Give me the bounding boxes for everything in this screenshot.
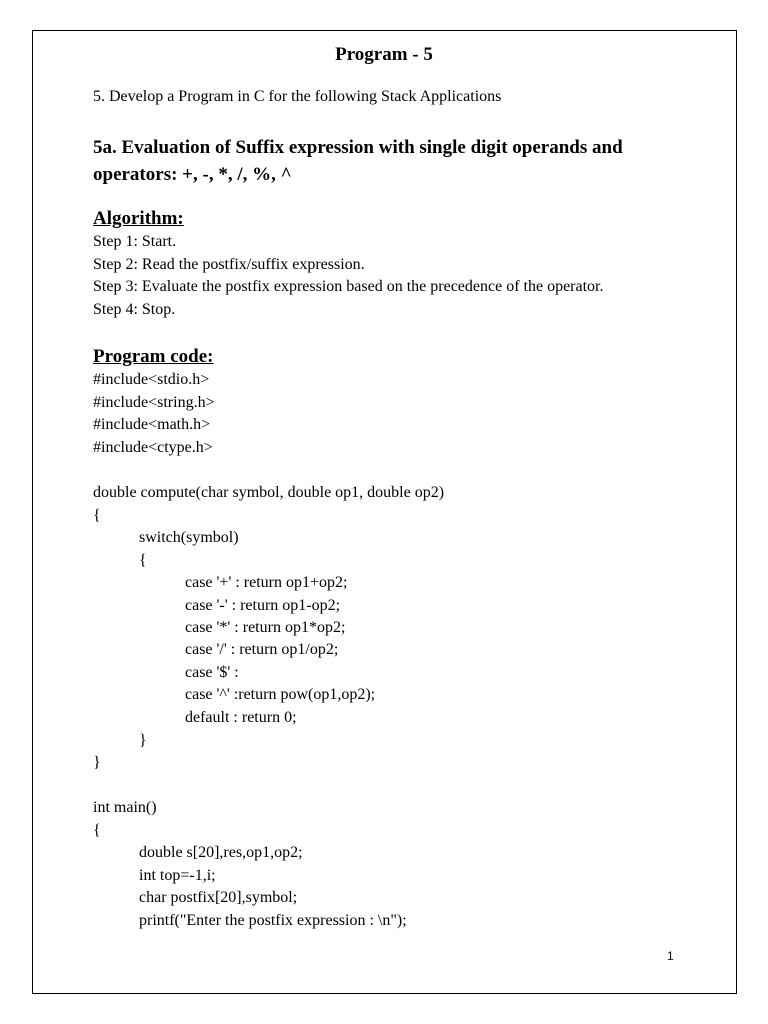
code-line: }: [139, 732, 147, 749]
code-line: case '^' :return pow(op1,op2);: [185, 686, 376, 703]
intro-text: 5. Develop a Program in C for the following Stack Applications: [93, 88, 502, 105]
code-line: int top=-1,i;: [139, 867, 216, 884]
code-line: default : return 0;: [185, 709, 297, 726]
algorithm-heading: Algorithm:: [93, 208, 184, 229]
code-line: }: [93, 754, 101, 771]
code-line: char postfix[20],symbol;: [139, 889, 298, 906]
code-line: {: [93, 822, 101, 839]
page-number: 1: [667, 949, 674, 963]
code-line: switch(symbol): [139, 529, 239, 546]
code-line: double compute(char symbol, double op1, double op2): [93, 484, 445, 501]
code-line-include: #include<math.h>: [93, 416, 211, 433]
code-line: case '-' : return op1-op2;: [185, 597, 341, 614]
subtitle-5a: 5a. Evaluation of Suffix expression with single digit operands and operators: +, -, *, /, %, ^: [93, 137, 623, 185]
algorithm-step: Step 1: Start.: [93, 233, 177, 250]
code-line: case '*' : return op1*op2;: [185, 619, 346, 636]
code-line: int main(): [93, 799, 157, 816]
algorithm-step: Step 4: Stop.: [93, 301, 176, 318]
code-line: printf("Enter the postfix expression : \n");: [139, 912, 407, 929]
algorithm-step: Step 3: Evaluate the postfix expression based on the precedence of the operator.: [93, 278, 604, 295]
code-line-include: #include<string.h>: [93, 394, 215, 411]
algorithm-step: Step 2: Read the postfix/suffix expression.: [93, 256, 365, 273]
code-line: {: [139, 552, 147, 569]
code-line-include: #include<ctype.h>: [93, 439, 213, 456]
code-line: case '$' :: [185, 664, 239, 681]
code-line: case '/' : return op1/op2;: [185, 641, 339, 658]
code-line: case '+' : return op1+op2;: [185, 574, 348, 591]
page-title: Program - 5: [335, 44, 433, 65]
code-line: {: [93, 507, 101, 524]
program-code-heading: Program code:: [93, 346, 214, 367]
code-line: double s[20],res,op1,op2;: [139, 844, 303, 861]
code-line-include: #include<stdio.h>: [93, 371, 210, 388]
